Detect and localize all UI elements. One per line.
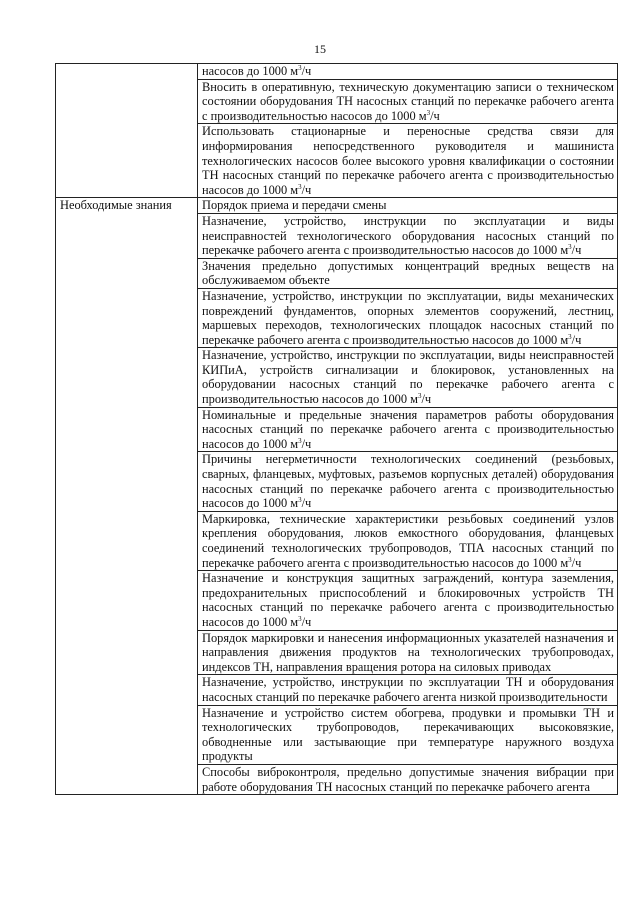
requirement-text [198, 511, 618, 570]
unit-exponent: 3 [298, 182, 302, 191]
requirement-main-text: Назначение, устройство, инструкции по эксплуатации, виды неисправностей КИПиА, устройств сигнализации и блокировок, установленных на оборудовании насосных станций по перекачке рабочего агента с производительностью насосов до 1000 м [202, 348, 614, 407]
unit-suffix: /ч [301, 64, 312, 78]
unit-exponent: 3 [426, 108, 431, 117]
requirement-main-text: Способы виброконтроля, предельно допустимые значения вибрации при работе оборудования ТН насосных станций по перекачке рабочего агента [202, 764, 614, 794]
unit-suffix: /ч [301, 614, 312, 629]
unit-suffix: /ч [301, 496, 312, 511]
requirement-main-text: Назначение, устройство, инструкции по эксплуатации ТН и оборудования насосных станций по перекачке рабочего агента низкой производительности [202, 675, 614, 704]
requirement-text [198, 407, 618, 452]
requirement-main-text: Значения предельно допустимых концентраций вредных веществ на обслуживаемом объекте [202, 258, 614, 288]
unit-exponent: 3 [298, 63, 302, 72]
unit-suffix: /ч [421, 392, 432, 407]
page-number: 15 [314, 42, 326, 56]
requirement-main-text: Вносить в оперативную, техническую документацию записи о техническом состоянии оборудования ТН насосных станций по перекачке рабочего агента с производительностью насосов до 1000 м [202, 79, 614, 123]
unit-exponent: 3 [417, 391, 422, 400]
requirement-main-text: Назначение, устройство, инструкции по эксплуатации и виды неисправностей технологического оборудования насосных станций по перекачке рабочего агента с производительностью насосов до 1000 м [202, 213, 614, 258]
table-row [56, 198, 618, 214]
unit-exponent: 3 [298, 496, 302, 505]
requirement-text [198, 258, 618, 288]
competency-table [55, 63, 618, 795]
unit-suffix: /ч [301, 182, 312, 197]
requirement-main-text: Порядок приема и передачи смены [202, 198, 387, 213]
unit-exponent: 3 [568, 332, 572, 341]
requirement-text [198, 64, 618, 80]
unit-suffix: /ч [571, 332, 582, 347]
unit-exponent: 3 [298, 614, 302, 623]
requirement-text [198, 348, 618, 407]
requirement-main-text: Маркировка, технические характеристики резьбовых соединений узлов крепления оборудования, люков емкостного оборудования, фланцевых соединений технологических трубопроводов, ТПА насосных станций по перекачке рабочего агента с производительностью насосов до 1000 м [202, 511, 614, 570]
unit-exponent: 3 [568, 243, 572, 251]
requirement-text [198, 571, 618, 630]
requirement-main-text: Номинальные и предельные значения параметров работы оборудования насосных станций по перекачке рабочего агента с производительностью насосов до 1000 м [202, 407, 614, 451]
section-label-knowledge: Необходимые знания [56, 198, 198, 795]
requirement-text [198, 764, 618, 794]
unit-suffix: /ч [571, 243, 582, 258]
requirement-main-text: Назначение, устройство, инструкции по эксплуатации, виды механических повреждений фундаментов, опорных элементов сооружений, лестниц, маршевых переходов, технологических площадок насосных станций по перекачке рабочего агента с производительностью насосов до 1000 м [202, 288, 614, 347]
requirement-text [198, 288, 618, 347]
requirement-main-text: Использовать стационарные и переносные средства связи для информирования непосредственного руководителя и машиниста технологических насосов более высокого уровня квалификации о состоянии ТН насосных станций по перекачке рабочего агента с производительностью насосов до 1000 м [202, 124, 614, 197]
requirement-text [198, 213, 618, 258]
unit-suffix: /ч [430, 108, 440, 123]
competency-table-body [56, 64, 618, 795]
requirement-text [198, 675, 618, 705]
unit-suffix: /ч [571, 555, 582, 570]
requirement-main-text: Назначение и конструкция защитных заграждений, контура заземления, предохранительных приспособлений и блокировочных устройств ТН насосных станций по перекачке рабочего агента с производительностью насосов до 1000 м [202, 571, 614, 629]
requirement-text [198, 705, 618, 764]
requirement-text [198, 198, 618, 214]
requirement-main-text: Назначение и устройство систем обогрева, продувки и промывки ТН и технологических трубопроводов, перекачивающих высоковязкие, обводненные или застывающие при температуре наружного воздуха продукты [202, 705, 614, 764]
requirement-text [198, 124, 618, 198]
requirement-main-text: насосов до 1000 м [202, 64, 299, 78]
unit-exponent: 3 [298, 436, 302, 445]
requirement-main-text: Порядок маркировки и нанесения информационных указателей назначения и направления движения продуктов на технологических трубопроводах, индексов ТН, направления вращения ротора на силовых приводах [202, 630, 614, 674]
requirement-text [198, 79, 618, 124]
section-label-empty [56, 64, 198, 198]
requirement-text [198, 452, 618, 511]
unit-suffix: /ч [301, 436, 312, 451]
table-row [56, 64, 618, 80]
requirement-text [198, 630, 618, 675]
unit-exponent: 3 [568, 555, 572, 564]
requirement-main-text: Причины негерметичности технологических соединений (резьбовых, сварных, фланцевых, муфтовых, разъемов корпусных деталей) оборудования насосных станций по перекачке рабочего агента с производительностью насосов до 1000 м [202, 452, 614, 511]
